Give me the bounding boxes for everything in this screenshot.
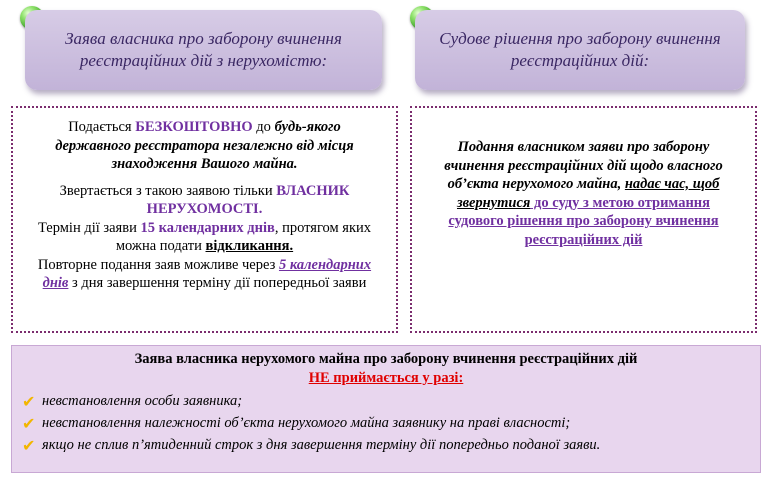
gives-time-highlight: надає час, щоб звернутися: [456, 176, 720, 211]
rejection-list: [22, 390, 750, 456]
term-highlight: 15 календарних днів: [140, 219, 275, 236]
rejection-conditions-panel: [11, 345, 761, 473]
header-left-text: Заява власника про заборону вчинення реєстраційних дій з нерухомістю:: [65, 29, 342, 70]
text: Подається: [68, 119, 136, 135]
text: Термін дії заяви: [37, 219, 141, 236]
header-right-text: Судове рішення про заборону вчинення реєстраційних дій:: [439, 29, 721, 70]
list-item-text: невстановлення належності об’єкта нерухомого майна заявнику на праві власності;: [42, 414, 571, 431]
checkmark-icon: ✔: [22, 391, 36, 411]
header-court-decision: [415, 10, 745, 90]
owner-application-details: [11, 106, 398, 333]
court-highlight: до суду з метою отримання судового рішення про заборону вчинення реєстраційних дій: [448, 194, 719, 248]
text: Звертається з такою заявою тільки: [59, 182, 277, 199]
owner-highlight: ВЛАСНИК НЕРУХОМОСТІ.: [146, 182, 350, 217]
text: до: [252, 119, 275, 135]
paragraph-court: [442, 138, 725, 249]
list-item: [22, 434, 750, 456]
checkmark-icon: ✔: [22, 435, 36, 455]
checkmark-icon: ✔: [22, 413, 36, 433]
list-item-text: якщо не сплив п’ятиденний строк з дня завершення терміну дії попередньо поданої заяви.: [42, 436, 601, 453]
list-item: [22, 412, 750, 434]
header-owner-application: [25, 10, 382, 90]
withdrawal-highlight: відкликання.: [205, 238, 294, 254]
repeat-days-highlight: 5 календарних днів: [42, 256, 372, 291]
rejection-subtitle: НЕ приймається у разі:: [308, 370, 464, 386]
text: з дня завершення терміну дії попередньої заяви: [68, 275, 367, 291]
court-decision-details: [410, 106, 757, 333]
paragraph-term: [35, 219, 374, 256]
rejection-title: Заява власника нерухомого майна про заборону вчинення реєстраційних дій: [134, 351, 638, 367]
paragraph-owner: [35, 182, 374, 219]
text: Повторне подання заяв можливе через: [37, 256, 279, 273]
paragraph-free: [35, 118, 374, 174]
list-item: [22, 390, 750, 412]
list-item-text: невстановлення особи заявника;: [42, 392, 243, 409]
paragraph-repeat: [35, 256, 374, 293]
free-highlight: БЕЗКОШТОВНО: [135, 119, 253, 135]
text: , протягом яких можна подати: [115, 219, 372, 254]
text: Подання власником заяви про заборону вчинення реєстраційних дій щодо власного об’єкта нерухомого майна,: [444, 139, 723, 192]
any-registrar-text: будь-якого державного реєстратора незалежно від місця знаходження Вашого майна.: [55, 119, 354, 172]
